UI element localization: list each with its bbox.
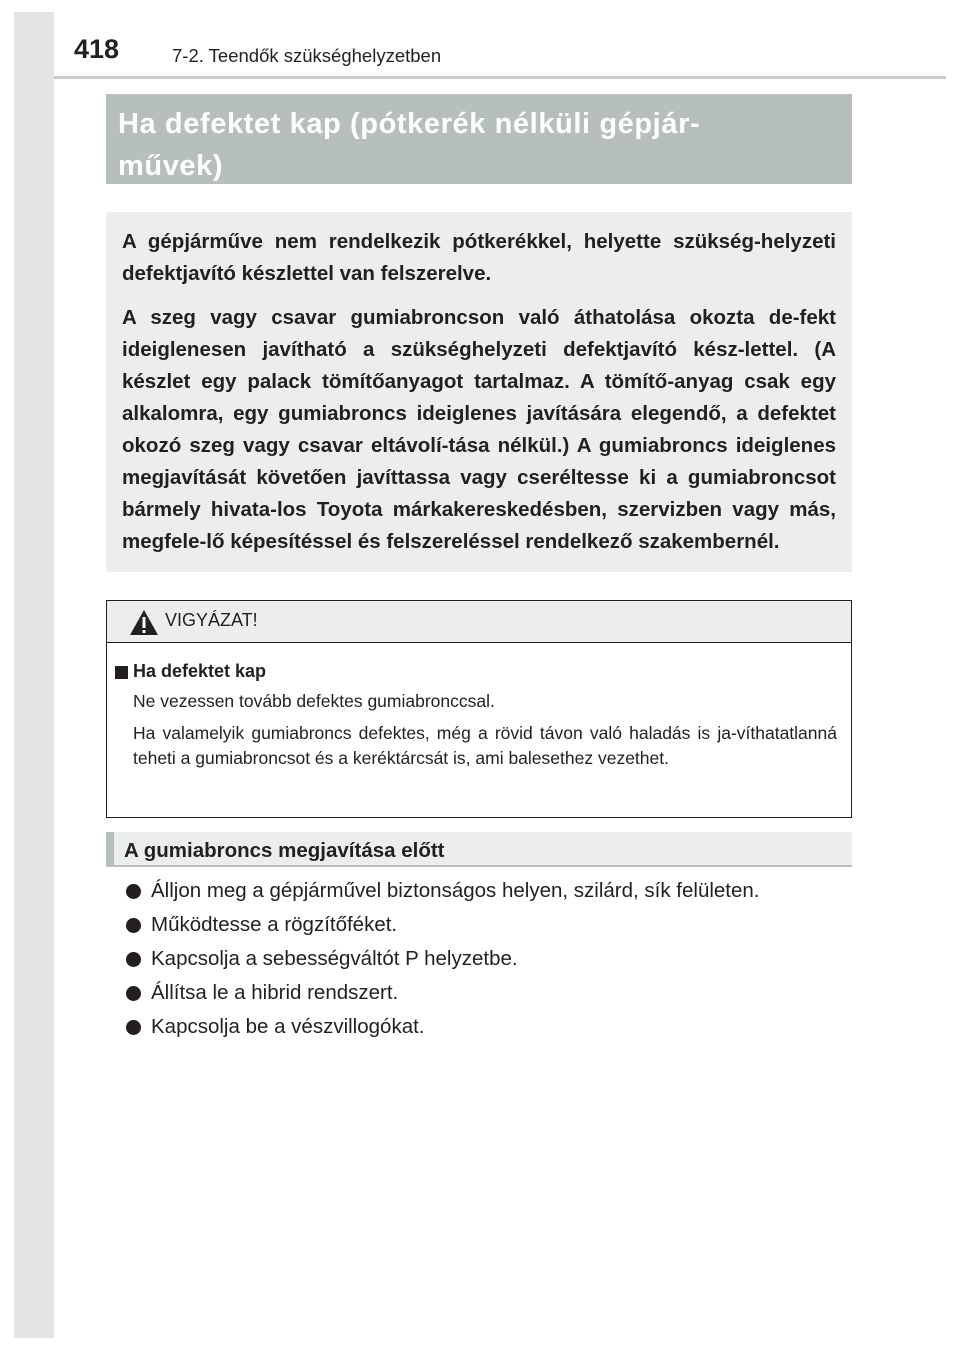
- warning-paragraph-2: Ha valamelyik gumiabroncs defektes, még a rövid távon való haladás is ja-víthatatlanná teheti a gumiabroncsot és a keréktárcsát is, ami balesethez vezethet.: [133, 723, 837, 768]
- list-item-text: Kapcsolja a sebességváltót P helyzetbe.: [151, 947, 518, 970]
- list-item-text: Állítsa le a hibrid rendszert.: [151, 981, 399, 1004]
- side-bar: [14, 12, 54, 1338]
- section-heading-text: A gumiabroncs megjavítása előtt: [124, 839, 445, 862]
- page-number: 418: [74, 34, 120, 64]
- square-bullet-icon: [115, 666, 128, 679]
- warning-subheading: [115, 661, 837, 682]
- intro-paragraph-1: A gépjárműve nem rendelkezik pótkerékkel, helyette szükség-helyzeti defektjavító készlettel van felszerelve.: [122, 230, 836, 285]
- page-title-line-2: művek): [118, 150, 224, 182]
- section-heading: [106, 832, 852, 867]
- bullet-list: [126, 874, 760, 1044]
- list-item-text: Kapcsolja be a vészvillogókat.: [151, 1015, 425, 1038]
- running-head: 7-2. Teendők szükséghelyzetben: [172, 45, 442, 66]
- warning-body: [107, 643, 851, 771]
- bullet-dot-icon: [126, 884, 141, 899]
- warning-subheading-text: Ha defektet kap: [133, 661, 267, 681]
- intro-paragraph-2: A szeg vagy csavar gumiabroncson való áthatolása okozta de-fekt ideiglenesen javítható a szükséghelyzeti defektjavító kész-lettel. (A készlet egy palack tömítőanyagot tartalmaz. A tömítő-anyag csak egy alkalomra, egy gumiabroncs ideiglenes javítására elegendő, a defektet okozó szeg vagy csavar eltávolí-tása nélkül.) A gumiabroncs ideiglenes megjavítását követően javíttassa vagy cseréltesse ki a gumiabroncsot bármely hivata-los Toyota márkakereskedésben, szervizben vagy más, megfele-lő képesítéssel és felszereléssel rendelkező szakembernél.: [122, 306, 836, 553]
- warning-box: [106, 600, 852, 818]
- bullet-dot-icon: [126, 918, 141, 933]
- list-item: [126, 1010, 760, 1044]
- list-item-text: Működtesse a rögzítőféket.: [151, 913, 398, 936]
- title-box: [106, 94, 852, 184]
- bullet-dot-icon: [126, 952, 141, 967]
- warning-header: [107, 601, 851, 643]
- list-item-text: Álljon meg a gépjárművel biztonságos helyen, szilárd, sík felületen.: [151, 879, 760, 902]
- page-title-line-1: Ha defektet kap (pótkerék nélküli gépjár-: [118, 108, 701, 140]
- intro-box: [106, 212, 852, 572]
- list-item: [126, 908, 760, 942]
- bullet-dot-icon: [126, 986, 141, 1001]
- warning-paragraph-1: Ne vezessen tovább defektes gumiabronccsal.: [133, 691, 495, 711]
- section-underline: [106, 865, 852, 867]
- list-item: [126, 942, 760, 976]
- header-rule: [54, 76, 946, 79]
- warning-label: VIGYÁZAT!: [165, 610, 258, 630]
- bullet-dot-icon: [126, 1020, 141, 1035]
- section-accent: [106, 832, 114, 867]
- warning-triangle-icon: [129, 609, 159, 636]
- list-item: [126, 976, 760, 1010]
- list-item: [126, 874, 760, 908]
